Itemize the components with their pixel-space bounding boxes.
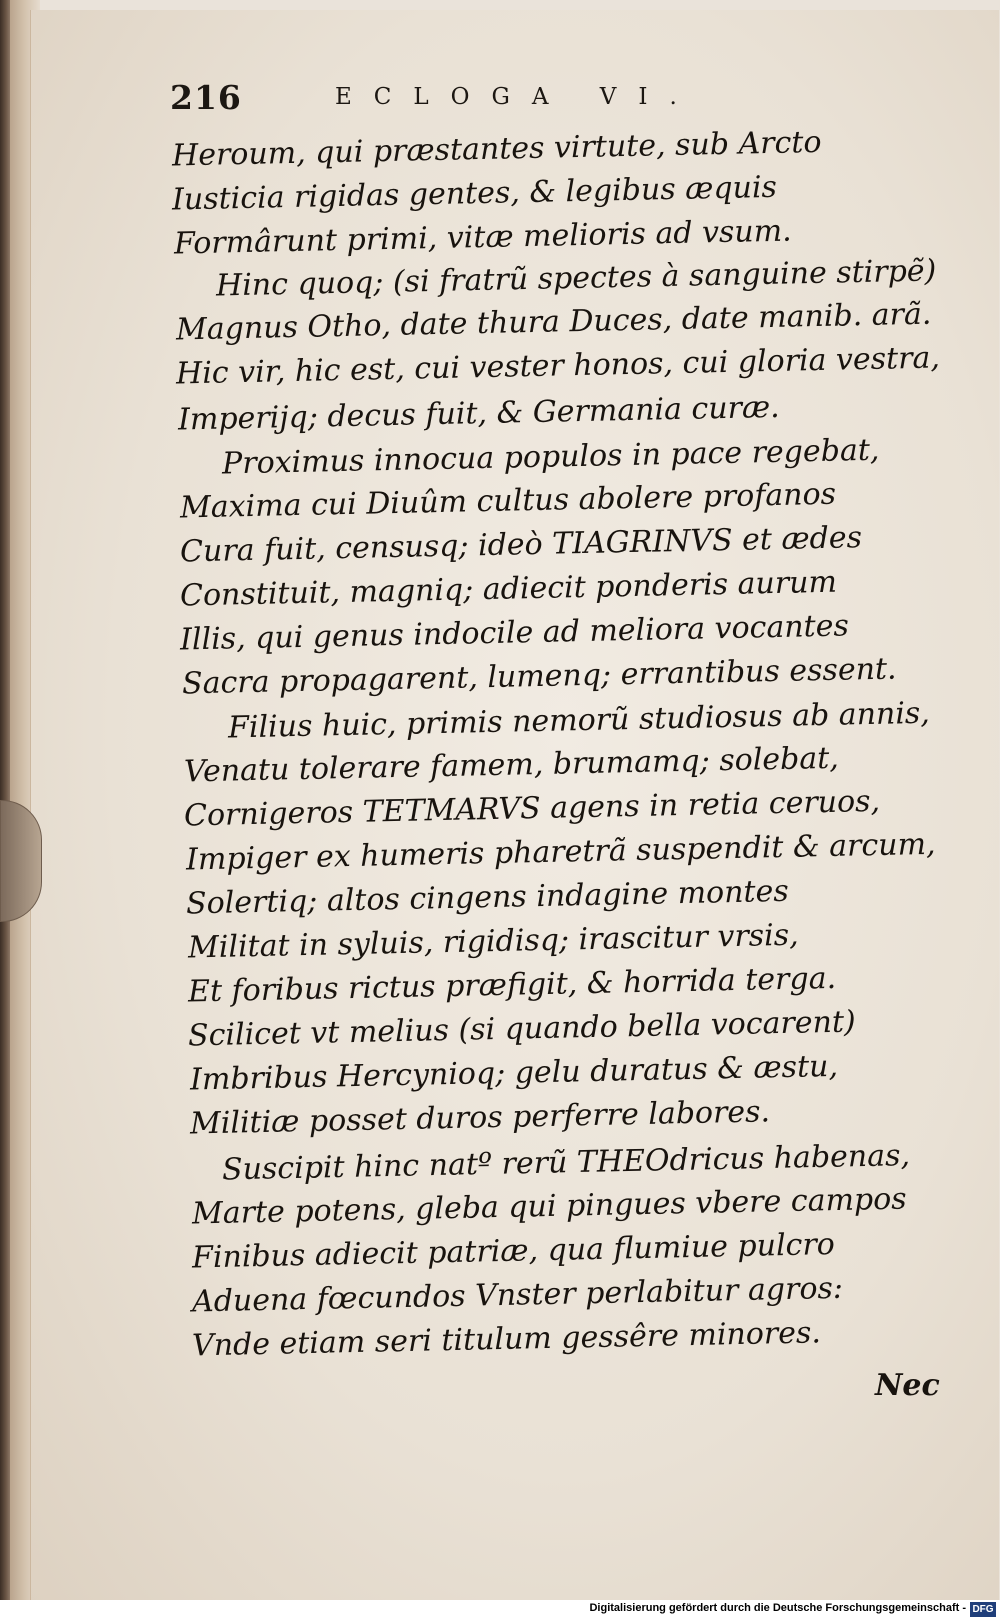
verse-line: Solertiq; altos cingens indagine montes xyxy=(185,873,790,922)
verse-line: Et foribus rictus præfigit, & horrida terga. xyxy=(187,960,837,1010)
verse-line: Scilicet vt melius (si quando bella vocarent) xyxy=(187,1004,857,1054)
running-head xyxy=(170,78,790,118)
verse-line: Imperijq; decus fuit, & Germania curæ. xyxy=(177,389,781,438)
verse-line: Vnde etiam seri titulum gessêre minores. xyxy=(191,1315,822,1364)
verse-line: Filius huic, primis nemorũ studiosus ab annis, xyxy=(227,695,931,746)
catchword: Nec xyxy=(875,1368,940,1403)
verse-line: Hinc quoq; (si fratrũ spectes à sanguine stirpẽ) xyxy=(215,253,937,304)
section-title: ECLOGA VI. xyxy=(335,84,699,110)
verse-line: Venatu tolerare famem, brumamq; solebat, xyxy=(183,740,840,790)
verse-line: Imbribus Hercynioq; gelu duratus & æstu, xyxy=(189,1048,839,1098)
verse-line: Magnus Otho, date thura Duces, date manib. arã. xyxy=(175,296,932,348)
verse-line: Militat in syluis, rigidisq; irascitur vrsis, xyxy=(187,917,800,966)
verse-line: Cornigeros TETMARVS agens in retia ceruos, xyxy=(183,783,881,834)
verse-line: Marte potens, gleba qui pingues vbere campos xyxy=(191,1181,907,1232)
verse-line: Aduena fœcundos Vnster perlabitur agros: xyxy=(191,1270,844,1320)
funding-credit: Digitalisierung gefördert durch die Deutsche Forschungsgemeinschaft - xyxy=(589,1602,966,1614)
verse-line: Illis, qui genus indocile ad meliora vocantes xyxy=(179,608,850,658)
page-number: 216 xyxy=(170,78,242,117)
verse-line: Iusticia rigidas gentes, & legibus æquis xyxy=(171,169,778,218)
verse-line: Sacra propagarent, lumenq; errantibus essent. xyxy=(181,651,897,702)
verse-line: Maxima cui Diuûm cultus abolere profanos xyxy=(179,476,837,526)
verse-line: Militiæ posset duros perferre labores. xyxy=(189,1094,771,1142)
verse-line: Hic vir, hic est, cui vester honos, cui gloria vestra, xyxy=(175,340,941,392)
verse-line: Formârunt primi, vitæ melioris ad vsum. xyxy=(173,213,793,262)
verse-line: Suscipit hinc natº rerũ THEOdricus habenas, xyxy=(221,1138,911,1188)
verse-line: Impiger ex humeris pharetrã suspendit & arcum, xyxy=(185,826,936,878)
verse-line: Finibus adiecit patriæ, qua flumiue pulcro xyxy=(191,1227,836,1276)
verse-line: Proximus innocua populos in pace regebat, xyxy=(221,432,880,482)
verse-line: Heroum, qui præstantes virtute, sub Arcto xyxy=(171,124,822,174)
verse-line: Cura fuit, censusq; ideò TIAGRINVS et ædes xyxy=(179,520,863,570)
verse-line: Constituit, magniq; adiecit ponderis aurum xyxy=(179,564,838,614)
dfg-logo: DFG xyxy=(970,1602,996,1617)
digitization-footer xyxy=(0,1600,1000,1620)
